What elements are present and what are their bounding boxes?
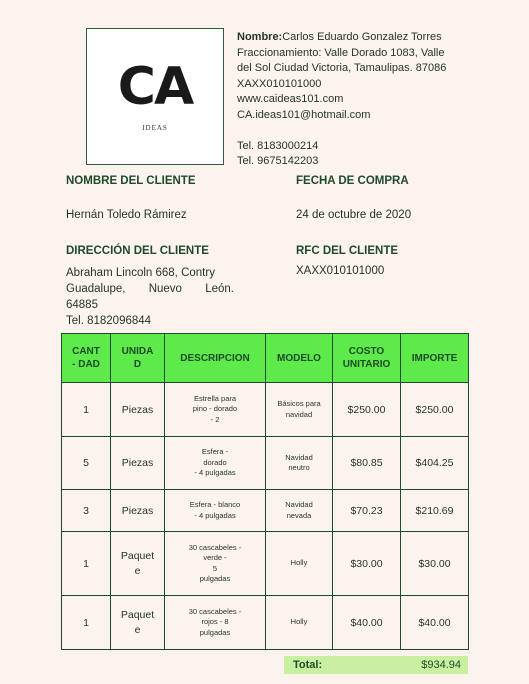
- cell-model: Básicos para navidad: [266, 383, 333, 437]
- client-phone: Tel. 8182096844: [66, 315, 152, 327]
- company-email: CA.ideas101@hotmail.com: [237, 108, 371, 121]
- cell-amount: $40.00: [401, 596, 469, 650]
- client-address-line-1: Abraham Lincoln 668, Contry: [66, 267, 215, 279]
- cell-amount: $30.00: [401, 532, 469, 596]
- header-model: MODELO: [266, 334, 333, 383]
- cell-unit: Piezas: [111, 383, 165, 437]
- company-rfc: XAXX010101000: [237, 77, 322, 90]
- cell-model: Holly: [266, 596, 333, 650]
- company-name-label: Nombre:: [237, 31, 283, 43]
- cell-quantity: 3: [62, 490, 111, 532]
- client-name-label: NOMBRE DEL CLIENTE: [66, 175, 196, 187]
- cell-description: 30 cascabeles - rojos - 8 pulgadas: [165, 596, 266, 650]
- cell-unit: Piezas: [111, 490, 165, 532]
- cell-unit-cost: $250.00: [333, 383, 401, 437]
- total-value: $934.94: [421, 659, 461, 671]
- cell-description: 30 cascabeles - verde - 5 pulgadas: [165, 532, 266, 596]
- company-website: www.caideas101.com: [237, 93, 344, 105]
- cell-quantity: 1: [62, 532, 111, 596]
- company-logo: [86, 28, 224, 165]
- company-address-line-1: Fraccionamiento: Valle Dorado 1083, Valle: [237, 46, 445, 59]
- cell-quantity: 1: [62, 383, 111, 437]
- cell-unit: Piezas: [111, 437, 165, 490]
- cell-quantity: 5: [62, 437, 111, 490]
- company-info: [237, 30, 457, 170]
- cell-model: Holly: [266, 532, 333, 596]
- purchase-date: 24 de octubre de 2020: [296, 209, 412, 221]
- company-address-line-2: del Sol Ciudad Victoria, Tamaulipas. 87086: [237, 62, 447, 74]
- purchase-date-label: FECHA DE COMPRA: [296, 175, 409, 187]
- header-unit: UNIDA D: [111, 334, 165, 383]
- cell-amount: $210.69: [401, 490, 469, 532]
- cell-quantity: 1: [62, 596, 111, 650]
- table-row: [62, 490, 469, 532]
- client-rfc: XAXX010101000: [296, 265, 385, 277]
- total-box: [284, 656, 468, 674]
- logo-subtitle: IDEAS: [142, 124, 168, 132]
- header-amount: IMPORTE: [401, 334, 469, 383]
- total-label: Total:: [293, 659, 323, 671]
- cell-unit-cost: $70.23: [333, 490, 401, 532]
- cell-amount: $250.00: [401, 383, 469, 437]
- table-row: [62, 437, 469, 490]
- company-name: Carlos Eduardo Gonzalez Torres: [282, 31, 442, 43]
- cell-description: Estrella para pino - dorado - 2: [165, 383, 266, 437]
- cell-unit: Paquet e: [111, 596, 165, 650]
- company-phone-1: Tel. 8183000214: [237, 139, 319, 152]
- client-address-line-3: 64885: [66, 299, 98, 311]
- company-phone-2: Tel. 9675142203: [237, 155, 319, 167]
- cell-unit: Paquet e: [111, 532, 165, 596]
- header-quantity: CANT - DAD: [62, 334, 111, 383]
- cell-unit-cost: $30.00: [333, 532, 401, 596]
- client-rfc-label: RFC DEL CLIENTE: [296, 245, 399, 257]
- table-row: [62, 596, 469, 650]
- table-row: [62, 383, 469, 437]
- items-table: [61, 333, 469, 650]
- client-address-line-2: Guadalupe, Nuevo León.: [66, 283, 234, 295]
- table-row: [62, 532, 469, 596]
- cell-model: Navidad neutro: [266, 437, 333, 490]
- logo-letters: CA: [117, 57, 193, 117]
- header-description: DESCRIPCION: [165, 334, 266, 383]
- cell-model: Navidad nevada: [266, 490, 333, 532]
- client-address-label: DIRECCIÓN DEL CLIENTE: [66, 245, 209, 257]
- cell-description: Esfera - blanco - 4 pulgadas: [165, 490, 266, 532]
- client-name: Hernán Toledo Rámirez: [66, 209, 187, 221]
- cell-amount: $404.25: [401, 437, 469, 490]
- company-name-line: [237, 30, 457, 46]
- cell-unit-cost: $40.00: [333, 596, 401, 650]
- header-unit-cost: COSTO UNITARIO: [333, 334, 401, 383]
- client-address: [66, 265, 234, 329]
- cell-unit-cost: $80.85: [333, 437, 401, 490]
- cell-description: Esfera - dorado - 4 pulgadas: [165, 437, 266, 490]
- table-header-row: [62, 334, 469, 383]
